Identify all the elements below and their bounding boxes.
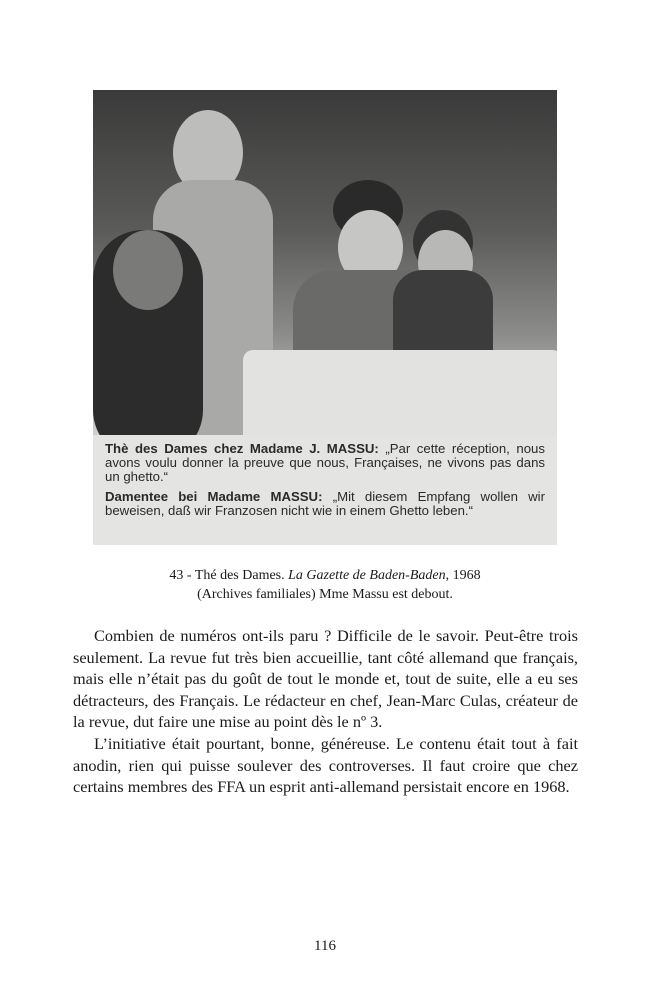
clipping-de-heading: Damentee bei Madame MASSU: [105, 489, 323, 504]
page-number: 116 [314, 938, 336, 954]
figure-caption [0, 566, 650, 604]
body-text [73, 625, 578, 798]
paragraph: Combien de numéros ont-ils paru ? Difficile de le savoir. Peut-être trois seulement. La revue fut très bien accueillie, tant côté allemand que français, mais elle n’était pas du goût de tout le monde et, tout de suite, elle a eu ses détracteurs, des Français. Le rédacteur en chef, Jean-Marc Culas, créateur de la revue, dut faire une mise au point dès le nº 3. [73, 626, 578, 732]
caption-line2: (Archives familiales) Mme Massu est debout. [197, 587, 453, 602]
caption-year: , 1968 [445, 568, 481, 583]
clipping-de-quote: „Mit diesem Empfang wollen wir beweisen, daß wir Franzosen nicht wie in einem Ghetto leben.“ [105, 489, 545, 518]
newspaper-clipping [93, 90, 557, 545]
clipping-fr-quote: „Par cette réception, nous avons voulu donner la preuve que nous, Françaises, ne vivons pas dans un ghetto.“ [105, 441, 545, 484]
caption-prefix: 43 - Thé des Dames. [169, 568, 289, 583]
caption-source: La Gazette de Baden-Baden [288, 568, 446, 583]
clipping-fr-heading: Thè des Dames chez Madame J. MASSU: [105, 441, 379, 456]
paragraph: L’initiative était pourtant, bonne, généreuse. Le contenu était tout à fait anodin, rien qui puisse soulever des controverses. Il faut croire que chez certains membres des FFA un esprit anti-allemand persistait encore en 1968. [73, 733, 578, 797]
clipping-text [105, 442, 545, 524]
photo-ladies-tea [93, 90, 557, 435]
